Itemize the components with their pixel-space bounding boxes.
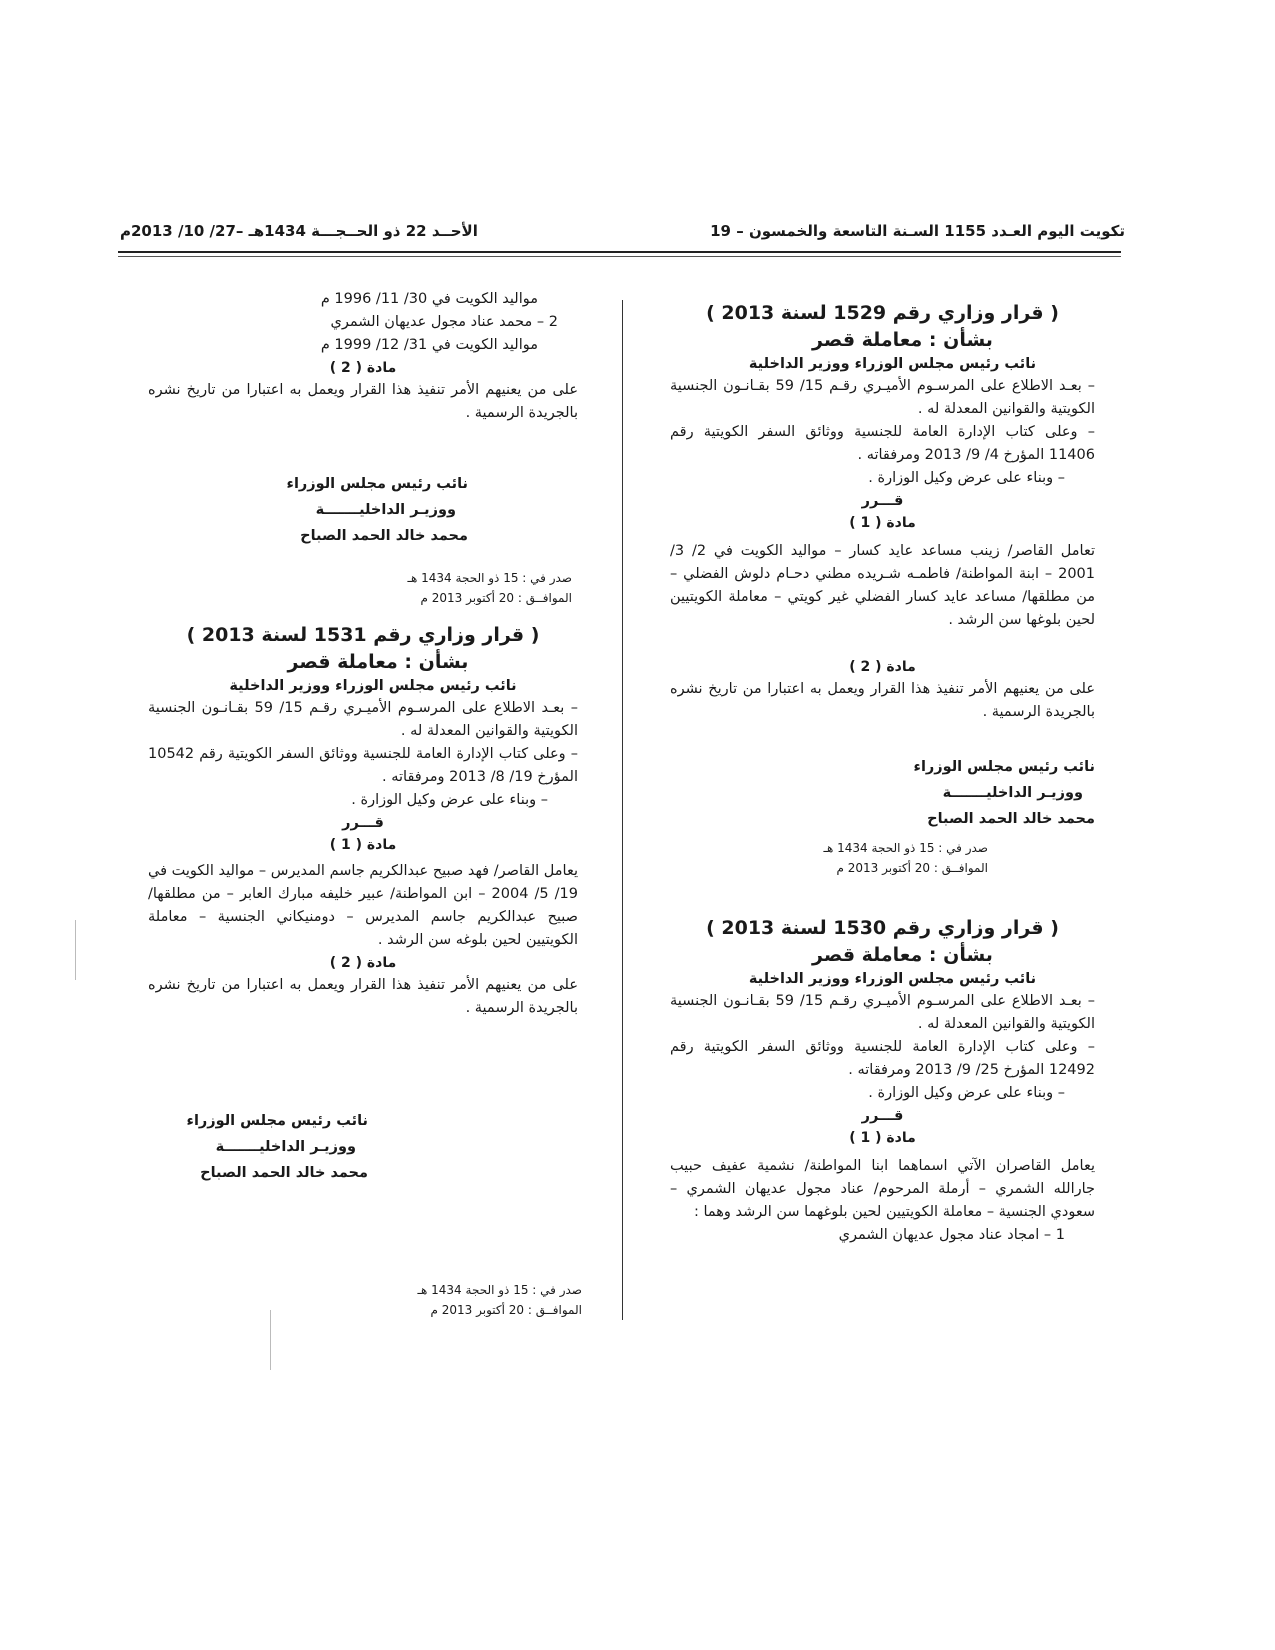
- decree-1531: [148, 622, 578, 1186]
- signature-line: محمد خالد الحمد الصباح: [300, 528, 468, 544]
- decree-authority: نائب رئيس مجلس الوزراء ووزير الداخلية: [748, 971, 1037, 987]
- signature-line: محمد خالد الحمد الصباح: [927, 811, 1095, 827]
- corresponding-date: الموافــق : 20 أكتوبر 2013 م: [430, 1303, 582, 1317]
- issue-date-block: [788, 838, 988, 878]
- preamble-line: – وعلى كتاب الإدارة العامة للجنسية ووثائق السفر الكويتية رقم 12492 المؤرخ 25/ 9/ 2013 ومرفقاته .: [670, 1039, 1095, 1078]
- decide-label: قـــرر: [861, 493, 904, 509]
- preamble-line: – بعـد الاطلاع على المرسـوم الأميـري رقـم 15/ 59 بقـانـون الجنسية الكويتية والقوانين المعدلة له .: [670, 993, 1095, 1032]
- header-right: تكويت اليوم العـدد 1155 السـنة التاسعة والخمسون – 19: [710, 222, 1125, 240]
- continuation-line: 2 – محمد عناد مجول عديهان الشمري: [330, 314, 558, 330]
- issued-date: صدر في : 15 ذو الحجة 1434 هـ: [823, 841, 988, 855]
- column-separator: [622, 300, 623, 1320]
- signature-line: ووزيـر الداخليـــــــة: [942, 785, 1083, 801]
- decree-authority: نائب رئيس مجلس الوزراء ووزير الداخلية: [229, 678, 517, 694]
- corresponding-date: الموافــق : 20 أكتوبر 2013 م: [420, 591, 572, 605]
- article-label: مادة ( 1 ): [849, 1130, 916, 1146]
- preamble-line: – وبناء على عرض وكيل الوزارة .: [868, 470, 1065, 486]
- signature-block: [248, 471, 468, 549]
- article-label: مادة ( 2 ): [329, 360, 397, 376]
- issue-date-block: [372, 568, 572, 608]
- issued-date: صدر في : 15 ذو الحجة 1434 هـ: [417, 1283, 582, 1297]
- preamble-line: – وبناء على عرض وكيل الوزارة .: [868, 1085, 1065, 1101]
- decree-authority: نائب رئيس مجلس الوزراء ووزير الداخلية: [748, 356, 1037, 372]
- preamble-line: – بعـد الاطلاع على المرسـوم الأميـري رقـم 15/ 59 بقـانـون الجنسية الكويتية والقوانين المعدلة له .: [148, 700, 578, 739]
- continuation-line: مواليد الكويت في 30/ 11/ 1996 م: [320, 291, 538, 307]
- article-label: مادة ( 1 ): [849, 515, 916, 531]
- decree-title: ( قرار وزاري رقم 1531 لسنة 2013 ): [186, 624, 540, 646]
- continuation-line: مواليد الكويت في 31/ 12/ 1999 م: [320, 337, 538, 353]
- decree-title: ( قرار وزاري رقم 1530 لسنة 2013 ): [706, 917, 1059, 939]
- corresponding-date: الموافــق : 20 أكتوبر 2013 م: [836, 861, 988, 875]
- article-text: على من يعنيهم الأمر تنفيذ هذا القرار ويعمل به اعتبارا من تاريخ نشره بالجريدة الرسمية .: [148, 382, 578, 421]
- decree-1529: [670, 300, 1095, 832]
- signature-line: ووزيـر الداخليـــــــة: [315, 502, 456, 518]
- decree-1530: [670, 915, 1095, 1247]
- decree-subject: بشأن : معاملة قصر: [812, 329, 993, 351]
- article-text: على من يعنيهم الأمر تنفيذ هذا القرار ويعمل به اعتبارا من تاريخ نشره بالجريدة الرسمية .: [148, 977, 578, 1016]
- header-left: الأحــد 22 ذو الحــجـــة 1434هـ –27/ 10/ 2013م: [120, 222, 478, 240]
- article-label: مادة ( 2 ): [329, 955, 397, 971]
- decide-label: قـــرر: [342, 815, 384, 831]
- preamble-line: – بعـد الاطلاع على المرسـوم الأميـري رقـم 15/ 59 بقـانـون الجنسية الكويتية والقوانين المعدلة له .: [670, 378, 1095, 417]
- issued-date: صدر في : 15 ذو الحجة 1434 هـ: [407, 571, 572, 585]
- signature-line: ووزيـر الداخليـــــــة: [215, 1139, 356, 1155]
- signature-line: نائب رئيس مجلس الوزراء: [913, 759, 1095, 775]
- preamble-line: – وبناء على عرض وكيل الوزارة .: [351, 792, 548, 808]
- signature-block: [148, 1108, 368, 1186]
- scan-mark: [75, 920, 76, 980]
- decree-1530-continued: [148, 288, 578, 549]
- article-list-item: 1 – امجاد عناد مجول عديهان الشمري: [838, 1227, 1065, 1243]
- issue-date-block: [382, 1280, 582, 1320]
- article-text: تعامل القاصر/ زينب مساعد عايد كسار – مواليد الكويت في 2/ 3/ 2001 – ابنة المواطنة/ فاطمـه شـريده مطني دحـام دلوش الفضلي – من مطلقها/ مساعد عايد كسار الفضلي غير كويتي – معاملة الكويتيين لحين بلوغها سن الرشد .: [670, 543, 1095, 628]
- header-rule: [118, 251, 1121, 253]
- article-text: يعامل القاصر/ فهد صبيح عبدالكريم جاسم المديرس – مواليد الكويت في 19/ 5/ 2004 – ابن المواطنة/ عبير خليفه مبارك العابر – من مطلقها/ صبيح عبدالكريم جاسم المديرس – دومنيكاني الجنسية – معاملة الكويتيين لحين بلوغه سن الرشد .: [148, 863, 578, 948]
- signature-line: نائب رئيس مجلس الوزراء: [186, 1113, 368, 1129]
- signature-line: محمد خالد الحمد الصباح: [200, 1165, 368, 1181]
- header-rule-thin: [118, 256, 1121, 257]
- article-text: يعامل القاصران الآتي اسماهما ابنا المواطنة/ نشمية عفيف حبيب جارالله الشمري – أرملة المرحوم/ عناد مجول عديهان الشمري – سعودي الجنسية – معاملة الكويتيين لحين بلوغهما سن الرشد وهما :: [670, 1158, 1095, 1220]
- signature-line: نائب رئيس مجلس الوزراء: [286, 476, 468, 492]
- article-label: مادة ( 1 ): [329, 837, 397, 853]
- scan-mark: [270, 1310, 271, 1370]
- decree-title: ( قرار وزاري رقم 1529 لسنة 2013 ): [706, 302, 1059, 324]
- decree-subject: بشأن : معاملة قصر: [812, 944, 993, 966]
- decree-subject: بشأن : معاملة قصر: [287, 651, 469, 673]
- preamble-line: – وعلى كتاب الإدارة العامة للجنسية ووثائق السفر الكويتية رقم 11406 المؤرخ 4/ 9/ 2013 ومرفقاته .: [670, 424, 1095, 463]
- preamble-line: – وعلى كتاب الإدارة العامة للجنسية ووثائق السفر الكويتية رقم 10542 المؤرخ 19/ 8/ 2013 ومرفقاته .: [148, 746, 578, 785]
- article-text: على من يعنيهم الأمر تنفيذ هذا القرار ويعمل به اعتبارا من تاريخ نشره بالجريدة الرسمية .: [670, 681, 1095, 720]
- article-label: مادة ( 2 ): [849, 659, 916, 675]
- decide-label: قـــرر: [861, 1108, 904, 1124]
- signature-block: [885, 754, 1095, 832]
